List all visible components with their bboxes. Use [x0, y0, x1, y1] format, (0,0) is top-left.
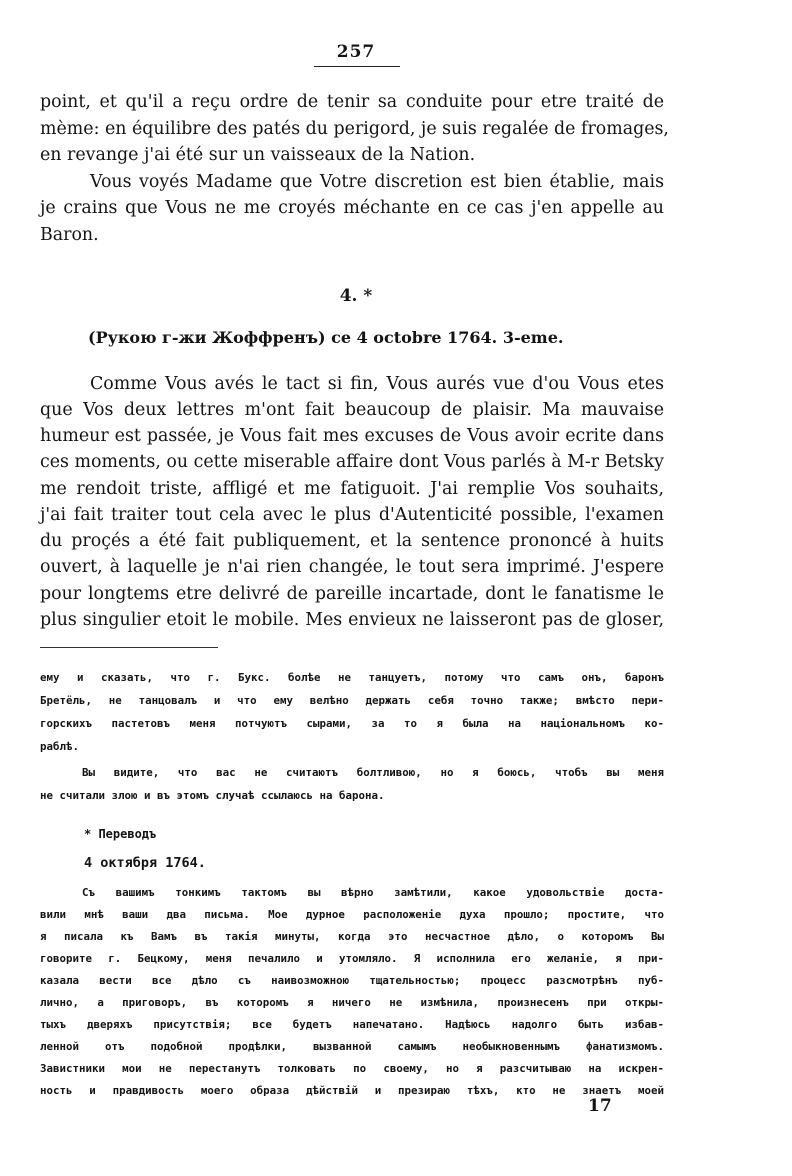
- text-line: en revange j'ai été sur un vaisseaux de la Nation.: [40, 145, 476, 165]
- text-line: ces moments, ou cette miserable affaire dont Vous parlés à M-r Betsky: [40, 452, 664, 472]
- text-line: me rendoit triste, affligé et me fatiguoit. J'ai remplie Vos souhaits,: [40, 479, 664, 499]
- translation-label: * Переводъ: [84, 827, 157, 841]
- footnote-rule: [40, 647, 218, 648]
- text-line: pour longtems etre delivré de pareille incartade, dont le fanatisme le: [40, 584, 664, 604]
- footnote-line: вили мнѣ ваши два письма. Мое дурное расположеніе духа прошло; простите, что: [40, 908, 664, 921]
- footnote-line: раблѣ.: [40, 740, 80, 753]
- footnote-line: Завистники мои не перестанутъ толковать по своему, но я разсчитываю на искрен-: [40, 1062, 664, 1075]
- footnote-line: я писала къ Вамъ въ такія минуты, когда это несчастное дѣло, о которомъ Вы: [40, 930, 664, 943]
- letter-header: (Рукою г-жи Жоффренъ) ce 4 octobre 1764. 3-eme.: [88, 328, 564, 347]
- text-line: Comme Vous avés le tact si fin, Vous aurés vue d'ou Vous etes: [90, 374, 664, 394]
- footnote-line: тыхъ дверяхъ присутствія; все будетъ напечатано. Надѣюсь надолго быть избав-: [40, 1018, 664, 1031]
- footnote-line: Съ вашимъ тонкимъ тактомъ вы вѣрно замѣтили, какое удовольствіе доста-: [82, 886, 664, 899]
- text-line: j'ai fait traiter tout cela avec le plus d'Autenticité possible, l'examen: [40, 505, 664, 525]
- text-line: je crains que Vous ne me croyés méchante en ce cas j'en appelle au: [40, 198, 664, 218]
- page-number: 257: [336, 42, 376, 62]
- text-line: ouvert, à laquelle je n'ai rien changée, le tout sera imprimé. J'espere: [40, 557, 664, 577]
- text-line: point, et qu'il a reçu ordre de tenir sa conduite pour etre traité de: [40, 92, 664, 112]
- text-line: plus singulier etoit le mobile. Mes envieux ne laisseront pas de gloser,: [40, 610, 664, 630]
- footnote-line: ленной отъ подобной продѣлки, вызванной самымъ необыкновеннымъ фанатизмомъ.: [40, 1040, 664, 1053]
- footnote-line: казала вести все дѣло съ наивозможною тщательностью; процесс разсмотрѣнъ пуб-: [40, 974, 664, 987]
- text-line: Vous voyés Madame que Votre discretion est bien établie, mais: [90, 172, 664, 192]
- footnote-line: Вы видите, что вас не считаютъ болтливою, но я боюсь, чтобъ вы меня: [82, 766, 664, 779]
- text-line: Baron.: [40, 225, 99, 245]
- footnote-line: не считали злою и въ этомъ случаѣ ссылаюсь на барона.: [40, 789, 385, 802]
- footnote-line: говорите г. Бецкому, меня печалило и утомляло. Я исполнила его желаніе, я при-: [40, 952, 664, 965]
- page-number-rule: [314, 66, 400, 67]
- text-line: mème: en équilibre des patés du perigord, je suis regalée de fromages,: [40, 119, 669, 139]
- section-heading: 4. *: [339, 286, 373, 306]
- footnote-line: ему и сказать, что г. Букс. болѣе не танцуетъ, потому что самъ онъ, баронъ: [40, 671, 664, 684]
- text-line: du proçés a été fait publiquement, et la sentence prononcé à huits: [40, 531, 664, 551]
- sheet-number: 17: [588, 1096, 612, 1116]
- translation-date: 4 октября 1764.: [84, 855, 206, 871]
- footnote-line: горскихъ пастетовъ меня потчуютъ сырами, за то я была на національномъ ко-: [40, 717, 664, 730]
- footnote-line: лично, а приговоръ, въ которомъ я ничего не измѣнила, произнесенъ при откры-: [40, 996, 664, 1009]
- text-line: humeur est passée, je Vous fait mes excuses de Vous avoir ecrite dans: [40, 426, 664, 446]
- footnote-line: ность и правдивость моего образа дѣйствій и презираю тѣхъ, кто не знаетъ моей: [40, 1084, 664, 1097]
- text-line: que Vos deux lettres m'ont fait beaucoup de plaisir. Ma mauvaise: [40, 400, 664, 420]
- footnote-line: Бретёль, не танцовалъ и что ему велѣно держать себя точно также; вмѣсто пери-: [40, 694, 664, 707]
